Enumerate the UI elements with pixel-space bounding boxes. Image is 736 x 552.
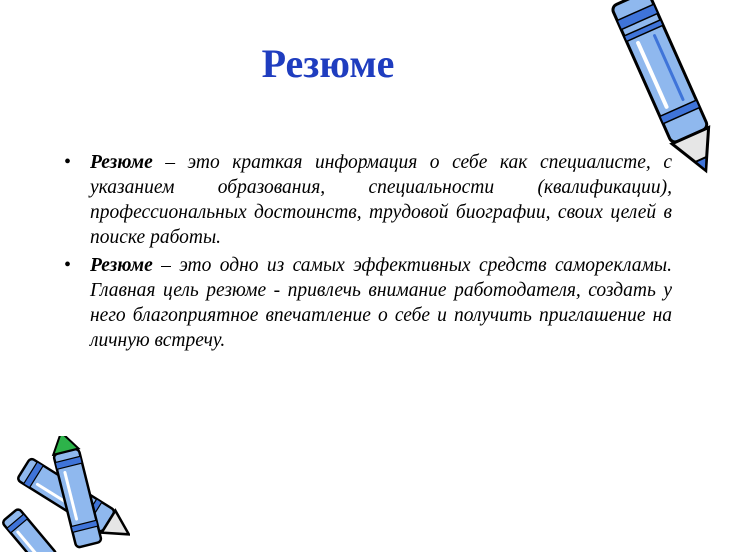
bullet-list [64,150,672,356]
crayons-bottom-left-icon [0,436,130,552]
crayon-top-right-icon [606,0,736,180]
bullet-term: Резюме [90,152,153,173]
bullet-dot: • [64,254,72,276]
bullet-item-1 [64,150,672,250]
bullet-text: – это одно из самых эффективных средств саморекламы. Главная цель резюме - привлечь внимание работодателя, создать у него благоприятное впечатление о себе и получить приглашение на личную встречу. [90,255,672,351]
bullet-item-2 [64,253,672,353]
slide-title: Резюме [261,41,395,86]
bullet-text: – это краткая информация о себе как специалисте, с указанием образования, специальности (квалификации), профессиональных достоинств, трудовой биографии, своих целей в поиске работы. [90,152,672,248]
bullet-term: Резюме [90,255,153,276]
bullet-dot: • [64,151,72,173]
